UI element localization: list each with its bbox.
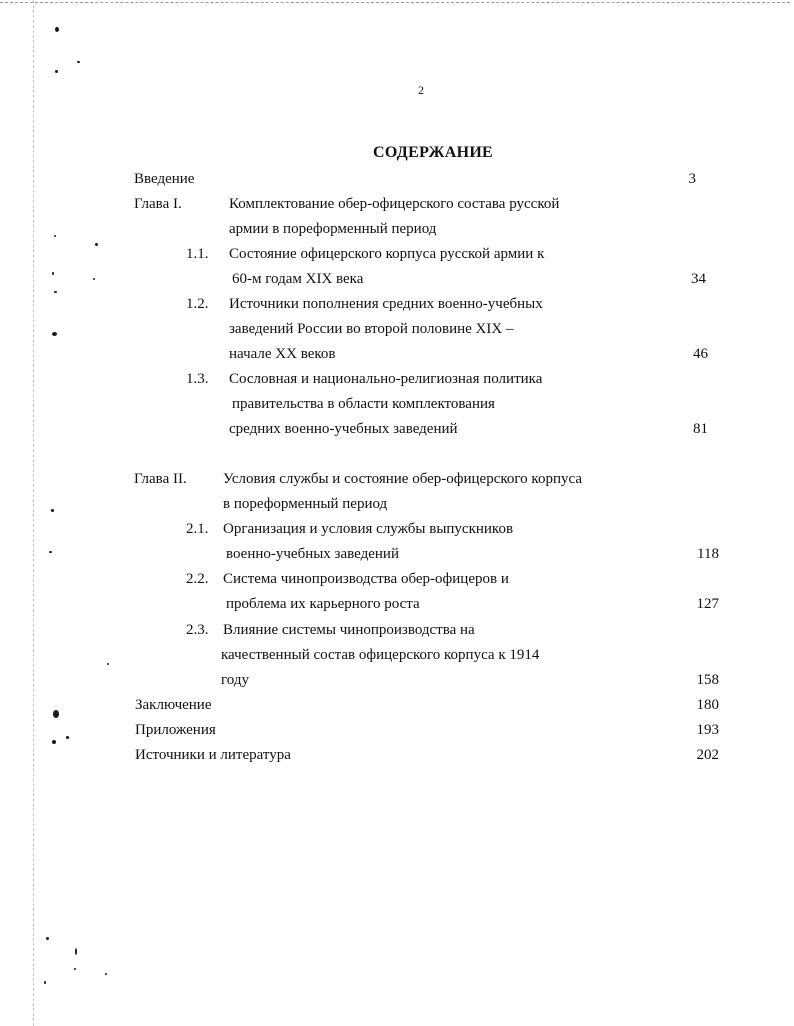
toc-intro-page: 3 [688, 171, 696, 187]
scan-speck [46, 937, 49, 940]
toc-section-title: Сословная и национально-религиозная политика [229, 371, 543, 387]
toc-section-page: 46 [693, 346, 708, 362]
toc-section-title: средних военно-учебных заведений [229, 421, 458, 437]
scan-speck [93, 278, 95, 280]
page-title: СОДЕРЖАНИЕ [373, 144, 494, 161]
toc-chapter1-title: Комплектование обер-офицерского состава русской [229, 196, 560, 212]
toc-section-title: Организация и условия службы выпускников [223, 521, 514, 537]
toc-chapter2-title: Условия службы и состояние обер-офицерского корпуса [223, 471, 582, 487]
scan-speck [74, 968, 76, 970]
toc-appendix-label: Приложения [135, 722, 216, 738]
scan-left-border [33, 0, 34, 1026]
scan-speck [107, 663, 109, 665]
toc-section-title: военно-учебных заведений [226, 546, 399, 562]
scan-speck [95, 243, 98, 246]
toc-section-title: качественный состав офицерского корпуса к 1914 [221, 647, 540, 663]
toc-section-page: 81 [693, 421, 708, 437]
toc-conclusion-page: 180 [696, 697, 719, 713]
scan-speck [53, 710, 59, 718]
toc-section-page: 127 [696, 596, 719, 612]
toc-section-page: 34 [691, 271, 706, 287]
page-number: 2 [418, 83, 424, 97]
scan-speck [54, 291, 57, 293]
toc-section-number: 2.3. [186, 622, 209, 638]
toc-chapter2-label: Глава II. [134, 471, 187, 487]
toc-section-number: 1.2. [186, 296, 209, 312]
toc-section-title: Влияние системы чинопроизводства на [223, 622, 475, 638]
scan-speck [51, 509, 54, 512]
scan-speck [49, 551, 52, 553]
toc-section-title: заведений России во второй половине XIX – [229, 321, 514, 337]
toc-chapter2-title: в пореформенный период [223, 496, 388, 512]
toc-section-title: 60-м годам XIX века [232, 271, 364, 287]
toc-section-title: Источники пополнения средних военно-учебных [229, 296, 543, 312]
scan-speck [52, 332, 57, 336]
toc-section-page: 158 [696, 672, 719, 688]
scan-speck [52, 272, 54, 275]
scan-top-border [0, 2, 790, 3]
toc-sources-label: Источники и литература [135, 747, 291, 763]
toc-section-number: 1.3. [186, 371, 209, 387]
toc-section-number: 2.2. [186, 571, 209, 587]
toc-section-title: Система чинопроизводства обер-офицеров и [223, 571, 509, 587]
scan-speck [55, 27, 59, 32]
scan-speck [77, 61, 80, 63]
toc-sources-page: 202 [696, 747, 719, 763]
toc-section-number: 2.1. [186, 521, 209, 537]
toc-chapter1-label: Глава I. [134, 196, 182, 212]
toc-section-title: проблема их карьерного роста [226, 596, 420, 612]
toc-conclusion-label: Заключение [135, 697, 212, 713]
scan-speck [55, 70, 58, 73]
scan-speck [52, 740, 56, 744]
scan-speck [75, 948, 77, 955]
scan-speck [54, 235, 56, 237]
scan-speck [44, 981, 46, 984]
toc-intro-label: Введение [134, 171, 195, 187]
scan-speck [66, 736, 69, 739]
toc-section-number: 1.1. [186, 246, 209, 262]
toc-section-title: Состояние офицерского корпуса русской армии к [229, 246, 545, 262]
toc-section-page: 118 [697, 546, 719, 562]
toc-section-title: году [221, 672, 249, 688]
scan-speck [105, 973, 107, 975]
toc-section-title: правительства в области комплектования [232, 396, 495, 412]
toc-section-title: начале XX веков [229, 346, 336, 362]
toc-chapter1-title: армии в пореформенный период [229, 221, 437, 237]
toc-appendix-page: 193 [696, 722, 719, 738]
